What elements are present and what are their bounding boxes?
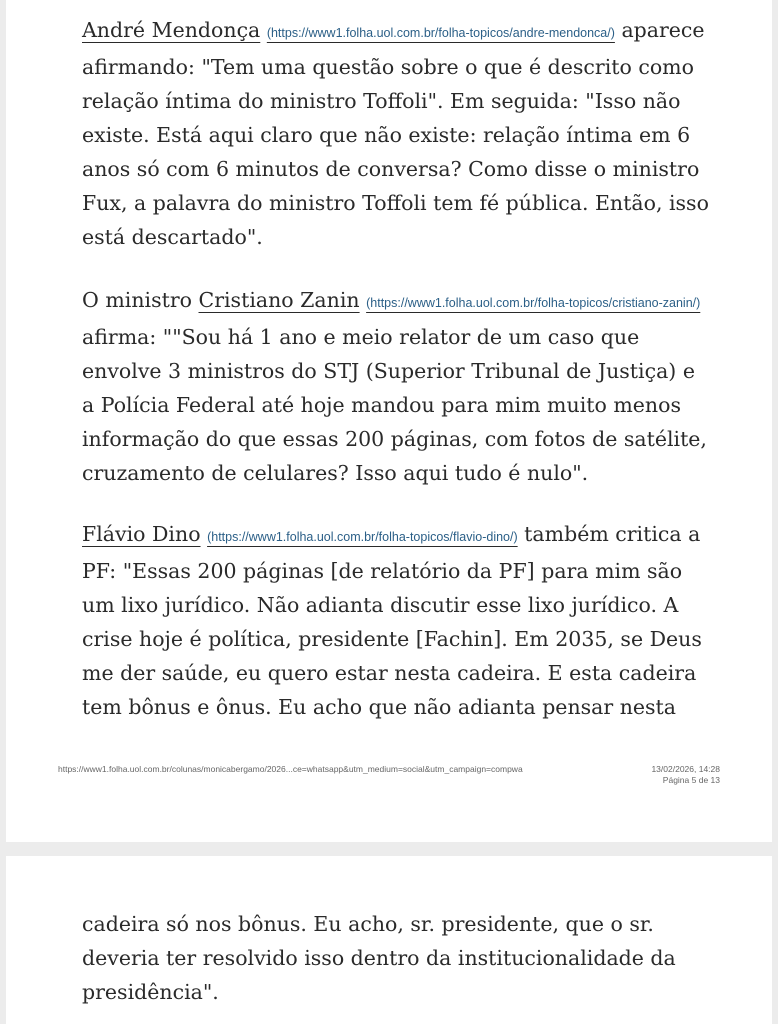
paragraph-cristiano-zanin (82, 283, 712, 490)
paragraph-flavio-dino (82, 517, 712, 724)
paragraph-prefix: O ministro (82, 288, 192, 312)
footer-url: https://www1.folha.uol.com.br/colunas/monicabergamo/2026...ce=whatsapp&utm_medium=social&utm_campaign=compwa (58, 764, 523, 774)
pdf-page-5 (6, 0, 772, 842)
paragraph-continuation: cadeira só nos bônus. Eu acho, sr. presidente, que o sr. deveria ter resolvido isso dentro da institucionalidade da presidência". (82, 912, 676, 1004)
footer-datetime: 13/02/2026, 14:28 (651, 764, 720, 774)
paragraph-andre-mendonca (82, 13, 712, 254)
flavio-dino-link[interactable]: Flávio Dino (82, 522, 201, 546)
paragraph-text: afirma: ""Sou há 1 ano e meio relator de um caso que envolve 3 ministros do STJ (Superior Tribunal de Justiça) e a Polícia Federal até hoje mandou para mim muito menos informação do que essas 200 páginas, com fotos de satélite, cruzamento de celulares? Isso aqui tudo é nulo". (82, 325, 707, 485)
cristiano-zanin-link[interactable]: Cristiano Zanin (198, 288, 360, 312)
andre-mendonca-url-link[interactable]: (https://www1.folha.uol.com.br/folha-topicos/andre-mendonca/) (266, 26, 615, 40)
paragraph-text: também critica a PF: "Essas 200 páginas [de relatório da PF] para mim são um lixo jurídico. Não adianta discutir esse lixo jurídico. A crise hoje é política, presidente [Fachin]. Em 2035, se Deus me der saúde, eu quero estar nesta cadeira. E esta cadeira tem bônus e ônus. Eu acho que não adianta pensar nesta (82, 522, 702, 719)
andre-mendonca-link[interactable]: André Mendonça (82, 18, 261, 42)
flavio-dino-url-link[interactable]: (https://www1.folha.uol.com.br/folha-topicos/flavio-dino/) (207, 530, 518, 544)
pdf-page-6 (6, 856, 772, 1024)
cristiano-zanin-url-link[interactable]: (https://www1.folha.uol.com.br/folha-topicos/cristiano-zanin/) (366, 296, 701, 310)
footer-page-number: Página 5 de 13 (662, 775, 720, 785)
footer-meta (651, 764, 720, 786)
paragraph-text: aparece afirmando: "Tem uma questão sobre o que é descrito como relação íntima do ministro Toffoli". Em seguida: "Isso não existe. Está aqui claro que não existe: relação íntima em 6 anos só com 6 minutos de conversa? Como disse o ministro Fux, a palavra do ministro Toffoli tem fé pública. Então, isso está descartado". (82, 18, 709, 249)
